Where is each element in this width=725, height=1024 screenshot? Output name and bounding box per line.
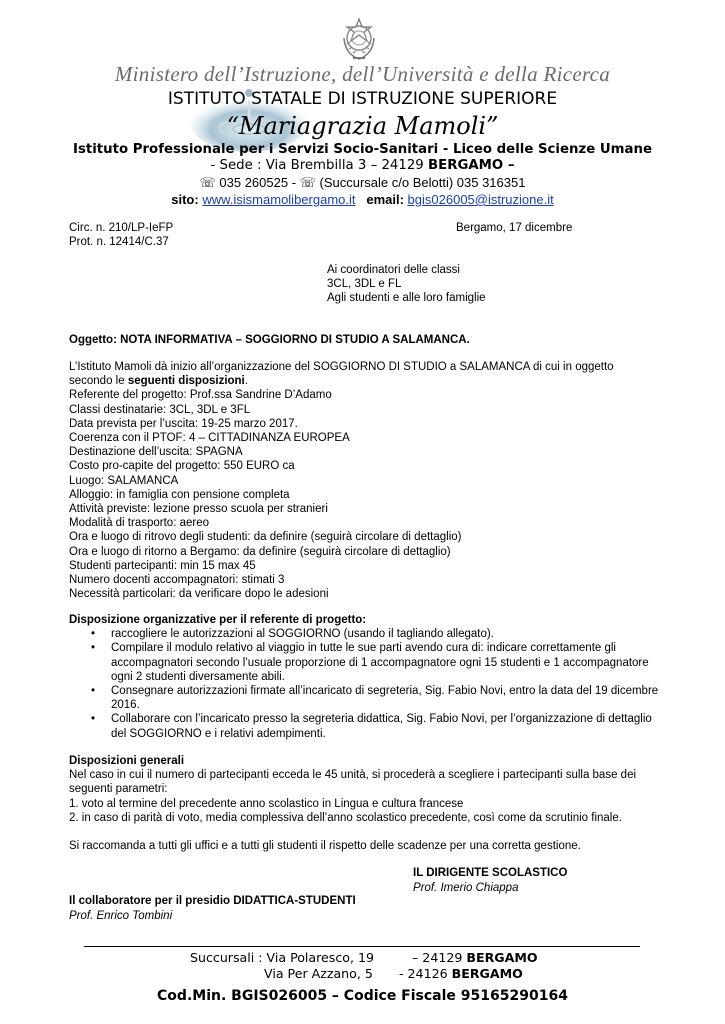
prot-number: Prot. n. 12414/C.37 bbox=[69, 236, 169, 249]
circ-number: Circ. n. 210/LP-IeFP bbox=[69, 222, 174, 234]
protocol-info bbox=[69, 221, 173, 249]
detail-line: Modalità di trasporto: aereo bbox=[69, 517, 209, 530]
detail-line: Referente del progetto: Prof.ssa Sandrine D’Adamo bbox=[69, 389, 332, 402]
general-section bbox=[69, 754, 659, 825]
dirigente-title: IL DIRIGENTE SCOLASTICO bbox=[413, 867, 568, 879]
referent-bullet: • raccogliere le autorizzazioni al SOGGIORNO (usando il tagliando allegato). bbox=[88, 627, 659, 641]
collaborator-name: Prof. Enrico Tombini bbox=[69, 910, 173, 922]
general-item: 1. voto al termine del precedente anno scolastico in Lingua e cultura francese bbox=[69, 797, 464, 810]
detail-line: Destinazione dell’uscita: SPAGNA bbox=[69, 446, 243, 459]
referent-section bbox=[69, 613, 659, 741]
dirigente-name: Prof. Imerio Chiappa bbox=[413, 882, 519, 894]
footer-line2-city: - 24126 BERGAMO bbox=[399, 966, 523, 981]
institute-title: ISTITUTO STATALE DI ISTRUZIONE SUPERIORE bbox=[167, 89, 558, 109]
recipient-line: Agli studenti e alle loro famiglie bbox=[327, 292, 486, 305]
italian-republic-emblem-icon bbox=[339, 16, 379, 62]
place-date: Bergamo, 17 dicembre bbox=[456, 222, 573, 234]
detail-line: Ora e luogo di ritorno a Bergamo: da definire (seguirà circolare di dettaglio) bbox=[69, 545, 451, 558]
detail-line: Coerenza con il PTOF: 4 – CITTADINANZA EUROPEA bbox=[69, 432, 350, 445]
footer-line1-city: – 24129 BERGAMO bbox=[412, 950, 538, 965]
general-section-title: Disposizioni generali bbox=[69, 755, 185, 767]
recipient-line: Ai coordinatori delle classi bbox=[327, 264, 460, 276]
footer-divider bbox=[84, 946, 640, 947]
collaborator-title: Il collaboratore per il presidio DIDATTICA-STUDENTI bbox=[69, 895, 356, 907]
dirigente-signature bbox=[413, 866, 567, 896]
detail-line: Data prevista per l’uscita: 19-25 marzo 2017. bbox=[69, 417, 298, 430]
detail-line: Classi destinatarie: 3CL, 3DL e 3FL bbox=[69, 403, 251, 416]
intro-paragraph: L’Istituto Mamoli dà inizio all’organizzazione del SOGGIORNO DI STUDIO a SALAMANCA di cui in oggetto secondo le seguenti disposizioni. bbox=[69, 361, 614, 388]
detail-line: Luogo: SALAMANCA bbox=[69, 474, 179, 487]
referent-bullet: • Compilare il modulo relativo al viaggio in tutte le sue parti avendo cura di: indicare correttamente gli accompagnatori secondo l’usuale proporzione di 1 accompagnatore ogni 15 studenti e 1 accompagnatore ogni 2 studenti diversamente abili. bbox=[88, 641, 659, 684]
collaborator-signature bbox=[69, 894, 356, 924]
codmin-line: Cod.Min. BGIS026005 – Codice Fiscale 95165290164 bbox=[157, 988, 568, 1004]
detail-line: Attività previste: lezione presso scuola per stranieri bbox=[69, 503, 328, 516]
school-subtitle: Istituto Professionale per i Servizi Socio-Sanitari - Liceo delle Scienze Umane bbox=[73, 142, 652, 157]
school-name: “Mariagrazia Mamoli” bbox=[226, 112, 499, 140]
detail-line: Numero docenti accompagnatori: stimati 3 bbox=[69, 574, 285, 587]
referent-section-title: Disposizione organizzative per il referente di progetto: bbox=[69, 614, 367, 626]
footer-line2-street: Via Per Azzano, 5 bbox=[264, 966, 373, 981]
website-email-line: sito: www.isismamolibergamo.it email: bgis026005@istruzione.it bbox=[171, 192, 554, 207]
school-address: - Sede : Via Brembilla 3 – 24129 BERGAMO – bbox=[210, 158, 515, 173]
ministry-title: Ministero dell’Istruzione, dell’Università e della Ricerca bbox=[114, 62, 611, 86]
detail-line: Ora e luogo di ritrovo degli studenti: da definire (seguirà circolare di dettaglio) bbox=[69, 531, 462, 544]
footer-succursali-label: Succursali : Via Polaresco, 19 bbox=[190, 950, 375, 965]
subject-line: Oggetto: NOTA INFORMATIVA – SOGGIORNO DI STUDIO A SALAMANCA. bbox=[69, 334, 470, 346]
phone-line: ☏ 035 260525 - ☏ (Succursale c/o Belotti) 035 316351 bbox=[199, 175, 526, 190]
recipients bbox=[327, 263, 486, 306]
body-details bbox=[69, 360, 659, 601]
detail-line: Costo pro-capite del progetto: 550 EURO ca bbox=[69, 460, 295, 473]
referent-bullet: • Collaborare con l’incaricato presso la segreteria didattica, Sig. Fabio Novi, per l’organizzazione di dettaglio del SOGGIORNO e i relativi adempimenti. bbox=[88, 712, 659, 740]
general-text: Nel caso in cui il numero di partecipanti ecceda le 45 unità, si procederà a scegliere i partecipanti sulla base dei seguenti parametri: bbox=[69, 769, 637, 796]
website-link[interactable]: www.isismamolibergamo.it bbox=[202, 192, 356, 207]
detail-line: Studenti partecipanti: min 15 max 45 bbox=[69, 559, 256, 572]
recipient-line: 3CL, 3DL e FL bbox=[327, 278, 402, 291]
detail-line: Alloggio: in famiglia con pensione completa bbox=[69, 488, 290, 501]
referent-bullet: • Consegnare autorizzazioni firmate all’incaricato di segreteria, Sig. Fabio Novi, entro la data del 19 dicembre 2016. bbox=[88, 684, 659, 712]
closing-paragraph: Si raccomanda a tutti gli uffici e a tutti gli studenti il rispetto delle scadenze per una corretta gestione. bbox=[69, 840, 581, 852]
detail-line: Necessità particolari: da verificare dopo le adesioni bbox=[69, 588, 329, 601]
general-item: 2. in caso di parità di voto, media complessiva dell’anno scolastico precedente, così come da scrutinio finale. bbox=[69, 811, 622, 824]
email-link[interactable]: bgis026005@istruzione.it bbox=[407, 192, 554, 207]
